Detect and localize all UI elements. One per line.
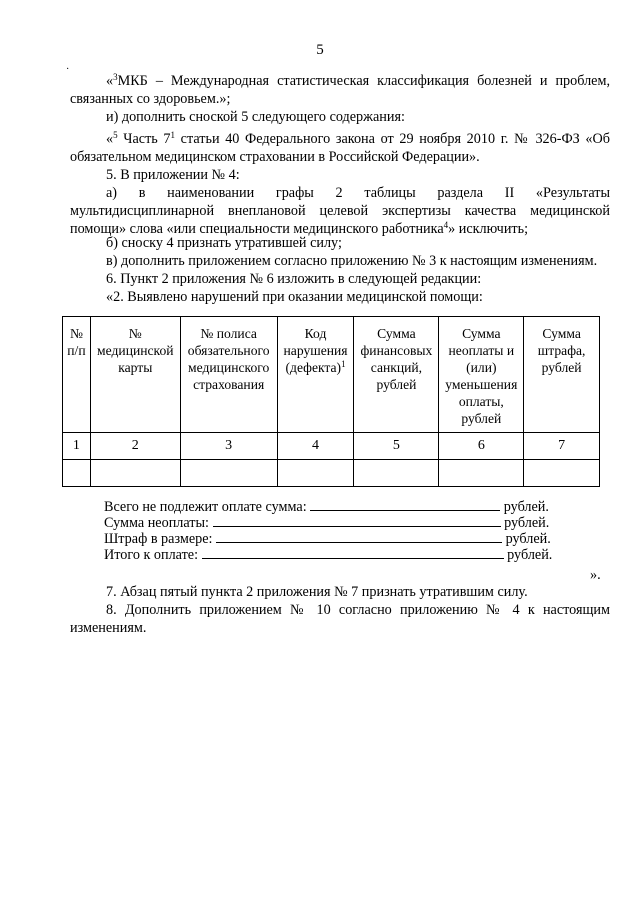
summary-label: Сумма неоплаты: (104, 515, 209, 531)
table-cell (277, 460, 354, 487)
scan-mark: · (66, 64, 70, 75)
violations-table (62, 316, 600, 487)
blank-line (310, 498, 500, 511)
header-text: Код нарушения (дефекта) (283, 326, 348, 375)
summary-unit: рублей. (503, 499, 549, 515)
table-header-row (63, 317, 600, 433)
paragraph-6-text: «2. Выявлено нарушений при оказании медицинской помощи: (106, 289, 483, 305)
summary-label: Всего не подлежит оплате сумма: (104, 499, 307, 515)
table-cell (439, 460, 524, 487)
table-cell: 4 (277, 433, 354, 460)
header-cell: № медицинской карты (90, 317, 180, 433)
paragraph-5a (70, 184, 610, 238)
table-cell (180, 460, 277, 487)
summary-unit: рублей. (504, 515, 550, 531)
paragraph-text: а) в наименовании графы 2 таблицы раздела II «Результаты мультидисциплинарной внеплановой целевой экспертизы качества медицинской помощи» слова «или специальности медицинского работника (70, 185, 610, 237)
footnote-mark: 4 (443, 220, 449, 230)
summary-unit: рублей. (505, 531, 551, 547)
paragraph-i: и) дополнить сноской 5 следующего содержания: (106, 109, 405, 125)
paragraph-text: » исключить; (448, 221, 529, 237)
table-cell: 5 (354, 433, 439, 460)
footnote-mark: 1 (341, 359, 346, 369)
header-cell: Сумма неоплаты и (или) уменьшения оплаты, рублей (439, 317, 524, 433)
table-row (63, 433, 600, 460)
blank-line (216, 530, 502, 543)
page-number: 5 (316, 42, 324, 58)
superscript: 1 (170, 130, 176, 140)
footnote-body: МКБ – Международная статистическая классификация болезней и проблем, связанных со здоровьем.»; (70, 73, 610, 107)
table-cell (524, 460, 600, 487)
footnote-mark: 5 (113, 130, 118, 140)
open-quote: « (106, 73, 114, 89)
section-7-text: 7. Абзац пятый пункта 2 приложения № 7 признать утратившим силу. (106, 584, 528, 600)
section-6-heading: 6. Пункт 2 приложения № 6 изложить в следующей редакции: (106, 271, 482, 287)
paragraph-5b: б) сноску 4 признать утратившей силу; (106, 235, 342, 251)
footnote-5-text (70, 130, 610, 166)
footnote-3-text (70, 72, 610, 108)
table-cell (90, 460, 180, 487)
footnote-mark: 3 (113, 72, 118, 82)
header-cell: № п/п (63, 317, 91, 433)
header-cell: Сумма финансовых санкций, рублей (354, 317, 439, 433)
header-cell: № полиса обязательного медицинского страхования (180, 317, 277, 433)
section-8-text: 8. Дополнить приложением № 10 согласно приложению № 4 к настоящим изменениям. (70, 602, 610, 636)
table-cell: 3 (180, 433, 277, 460)
header-cell: Сумма штрафа, рублей (524, 317, 600, 433)
table-cell (63, 460, 91, 487)
section-5-heading: 5. В приложении № 4: (106, 167, 240, 183)
table-row-empty (63, 460, 600, 487)
table-cell: 6 (439, 433, 524, 460)
footnote-body-part: статьи 40 Федерального закона от 29 ноября 2010 г. № 326-ФЗ «Об обязательном медицинском страховании в Российской Федерации». (70, 131, 610, 165)
open-quote: « (106, 131, 114, 147)
summary-topay (104, 546, 552, 564)
header-cell (277, 317, 354, 433)
blank-line (213, 514, 501, 527)
summary-unit: рублей. (507, 547, 553, 563)
summary-label: Итого к оплате: (104, 547, 199, 563)
table-cell: 2 (90, 433, 180, 460)
table-cell: 1 (63, 433, 91, 460)
table-cell: 7 (524, 433, 600, 460)
summary-label: Штраф в размере: (104, 531, 213, 547)
closing-quote: ». (590, 567, 601, 583)
table-cell (354, 460, 439, 487)
footnote-body-part: Часть 7 (117, 131, 171, 147)
paragraph-5c: в) дополнить приложением согласно приложению № 3 к настоящим изменениям. (106, 253, 598, 269)
blank-line (202, 546, 504, 559)
